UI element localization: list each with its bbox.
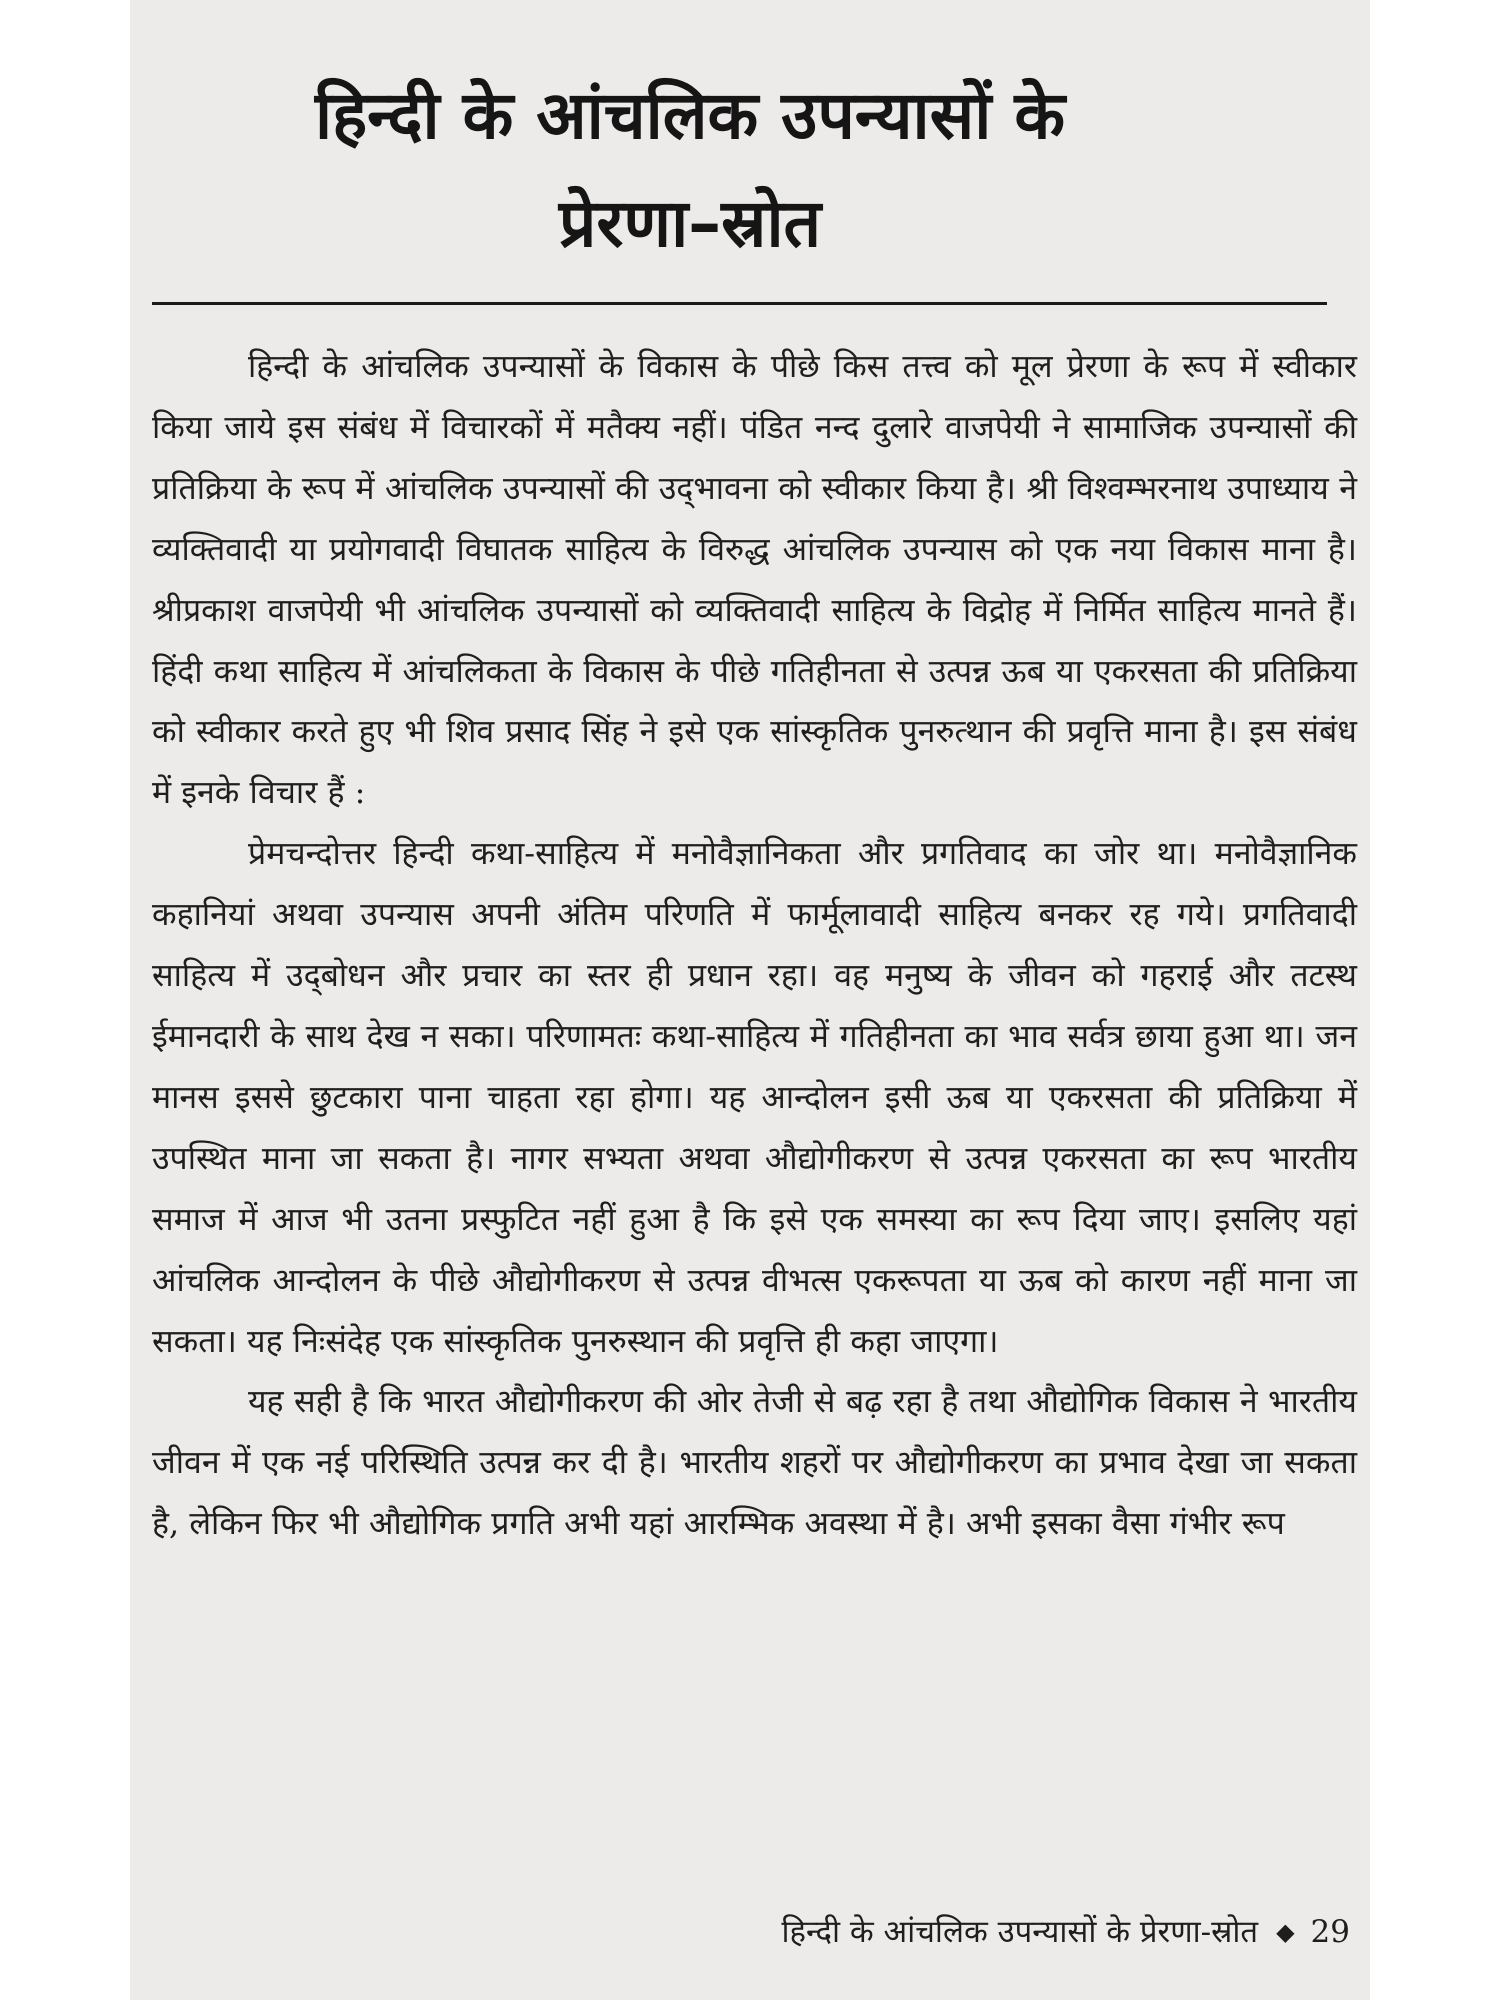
title-divider	[152, 302, 1327, 305]
chapter-body	[152, 336, 1357, 1554]
running-title: हिन्दी के आंचलिक उपन्यासों के प्रेरणा-स्रोत	[781, 1914, 1259, 1950]
page-number: 29	[1310, 1914, 1350, 1950]
chapter-title	[160, 62, 1220, 278]
chapter-title-line-1: हिन्दी के आंचलिक उपन्यासों के	[314, 77, 1066, 154]
paragraph-2: प्रेमचन्दोत्तर हिन्दी कथा-साहित्य में मनोवैज्ञानिकता और प्रगतिवाद का जोर था। मनोवैज्ञानिक कहानियां अथवा उपन्यास अपनी अंतिम परिणति में फार्मूलावादी साहित्य बनकर रह गये। प्रगतिवादी साहित्य में उद्‌बोधन और प्रचार का स्तर ही प्रधान रहा। वह मनुष्य के जीवन को गहराई और तटस्थ ईमानदारी के साथ देख न सका। परिणामतः कथा-साहित्य में गतिहीनता का भाव सर्वत्र छाया हुआ था। जन मानस इससे छुटकारा पाना चाहता रहा होगा। यह आन्दोलन इसी ऊब या एकरसता की प्रतिक्रिया में उपस्थित माना जा सकता है। नागर सभ्यता अथवा औद्योगीकरण से उत्पन्न एकरसता का रूप भारतीय समाज में आज भी उतना प्रस्फुटित नहीं हुआ है कि इसे एक समस्या का रूप दिया जाए। इसलिए यहां आंचलिक आन्दोलन के पीछे औद्योगीकरण से उत्पन्न वीभत्स एकरूपता या ऊब को कारण नहीं माना जा सकता। यह निःसंदेह एक सांस्कृतिक पुनरुस्थान की प्रवृत्ति ही कहा जाएगा।	[152, 834, 1357, 1360]
diamond-icon: ◆	[1276, 1918, 1295, 1946]
chapter-title-line-2: प्रेरणा–स्रोत	[558, 185, 822, 262]
paragraph-3: यह सही है कि भारत औद्योगीकरण की ओर तेजी से बढ़ रहा है तथा औद्योगिक विकास ने भारतीय जीवन में एक नई परिस्थिति उत्पन्न कर दी है। भारतीय शहरों पर औद्योगीकरण का प्रभाव देखा जा सकता है, लेकिन फिर भी औद्योगिक प्रगति अभी यहां आरम्भिक अवस्था में है। अभी इसका वैसा गंभीर रूप	[152, 1382, 1357, 1543]
page-footer	[560, 1912, 1350, 1952]
paragraph-1: हिन्दी के आंचलिक उपन्यासों के विकास के पीछे किस तत्त्व को मूल प्रेरणा के रूप में स्वीकार किया जाये इस संबंध में विचारकों में मतैक्य नहीं। पंडित नन्द दुलारे वाजपेयी ने सामाजिक उपन्यासों की प्रतिक्रिया के रूप में आंचलिक उपन्यासों की उद्‌भावना को स्वीकार किया है। श्री विश्वम्भरनाथ उपाध्याय ने व्यक्तिवादी या प्रयोगवादी विघातक साहित्य के विरुद्ध आंचलिक उपन्यास को एक नया विकास माना है। श्रीप्रकाश वाजपेयी भी आंचलिक उपन्यासों को व्यक्तिवादी साहित्य के विद्रोह में निर्मित साहित्य मानते हैं। हिंदी कथा साहित्य में आंचलिकता के विकास के पीछे गतिहीनता से उत्पन्न ऊब या एकरसता की प्रतिक्रिया को स्वीकार करते हुए भी शिव प्रसाद सिंह ने इसे एक सांस्कृतिक पुनरुत्थान की प्रवृत्ति माना है। इस संबंध में इनके विचार हैं :	[152, 347, 1357, 812]
